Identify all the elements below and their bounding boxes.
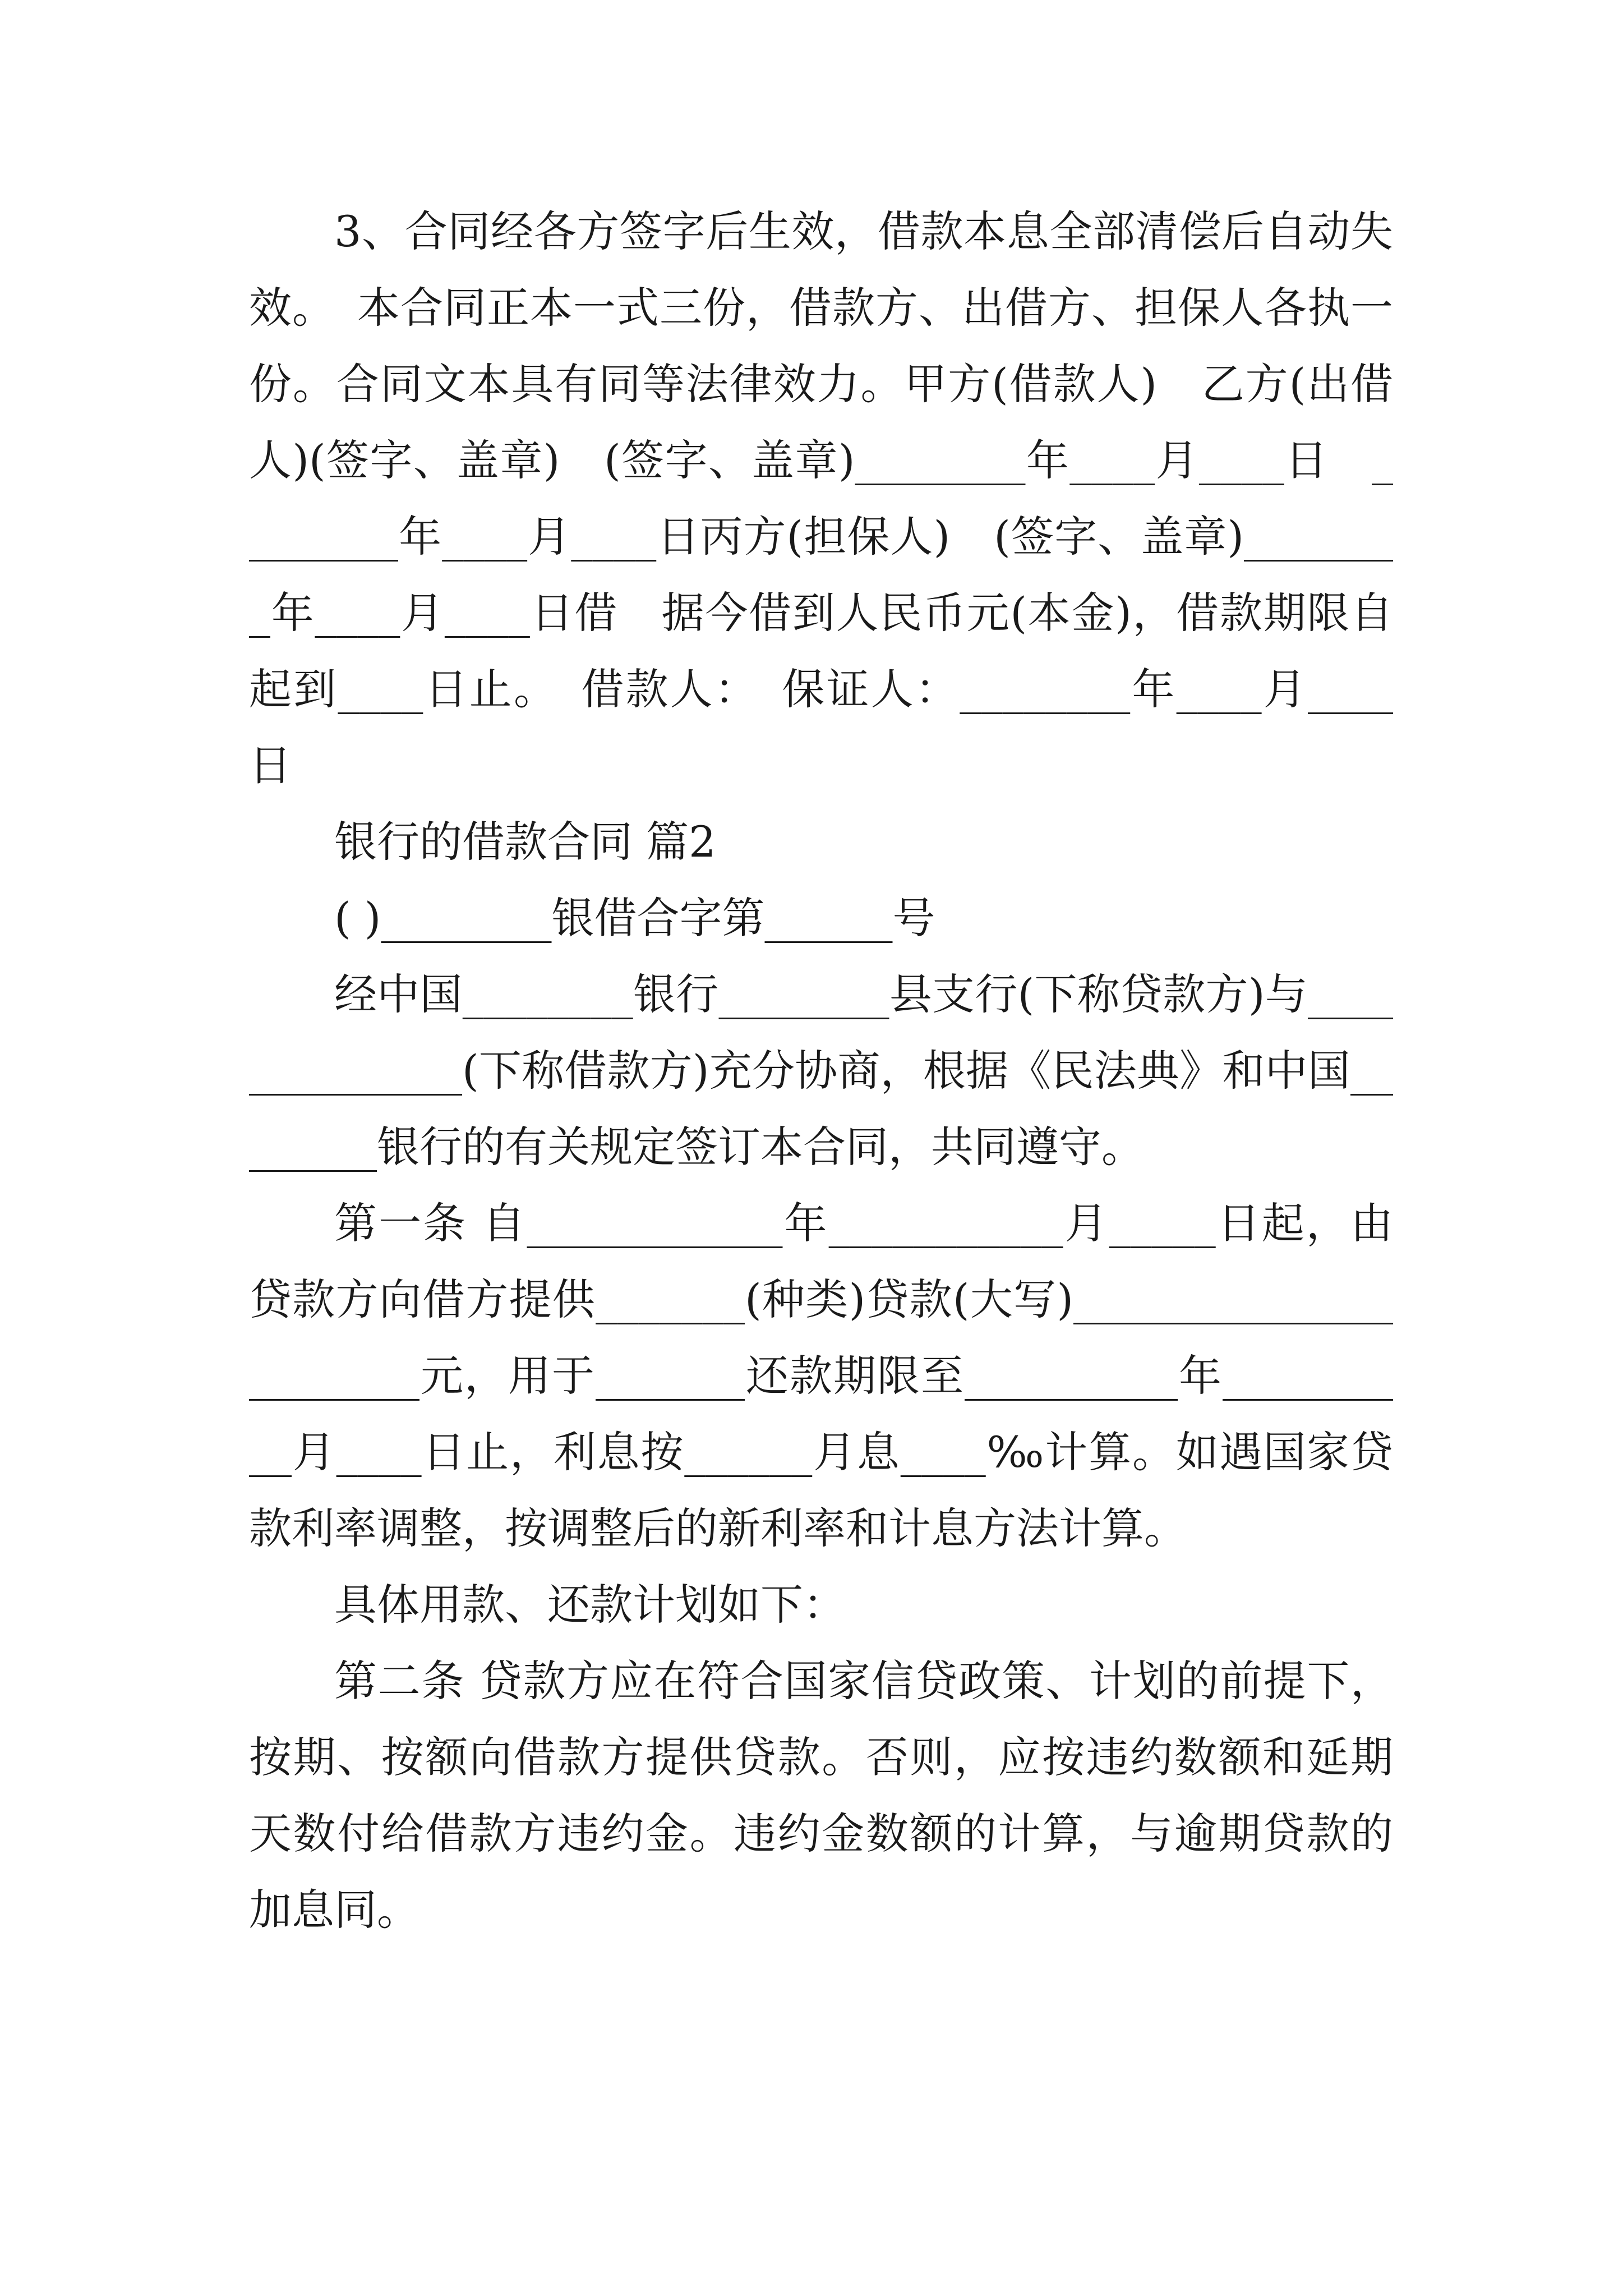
- article-two: 第二条 贷款方应在符合国家信贷政策、计划的前提下，按期、按额向借款方提供贷款。否则，应按违约数额和延期天数付给借款方违约金。违约金数额的计算，与逾期贷款的加息同。: [249, 1656, 1393, 1935]
- paragraph-parties: 经中国________银行________县支行(下称贷款方)与______________(下称借款方)充分协商，根据《民法典》和中国________银行的有关规定签订本合同，共同遵守。: [249, 969, 1393, 1172]
- article-one: 第一条 自____________年___________月_____日起，由贷款方向借方提供_______(种类)贷款(大写)_______________________元，用于_______还款期限至__________年__________月____日止，利息按______月息____‰计算。如遇国家贷款利率调整，按调整后的新利率和计息方法计算。: [249, 1198, 1393, 1553]
- document-body: [249, 194, 1436, 1948]
- section-heading: 银行的借款合同 篇2: [334, 817, 716, 867]
- contract-number-line: ( )________银借合字第______号: [334, 893, 935, 943]
- repayment-plan-intro: 具体用款、还款计划如下：: [334, 1580, 846, 1630]
- paragraph-contract-effect: 3、合同经各方签字后生效，借款本息全部清偿后自动失效。 本合同正本一式三份，借款方、出借方、担保人各执一份。合同文本具有同等法律效力。甲方(借款人) 乙方(出借人)(签字、盖章) (签字、盖章)________年____月____日 ________年____月____日丙方(担保人) (签字、盖章)________年____月____日借 据今借到人民币元(本金)，借款期限自 起到____日止。 借款人： 保证人：________年____月____日: [249, 206, 1436, 790]
